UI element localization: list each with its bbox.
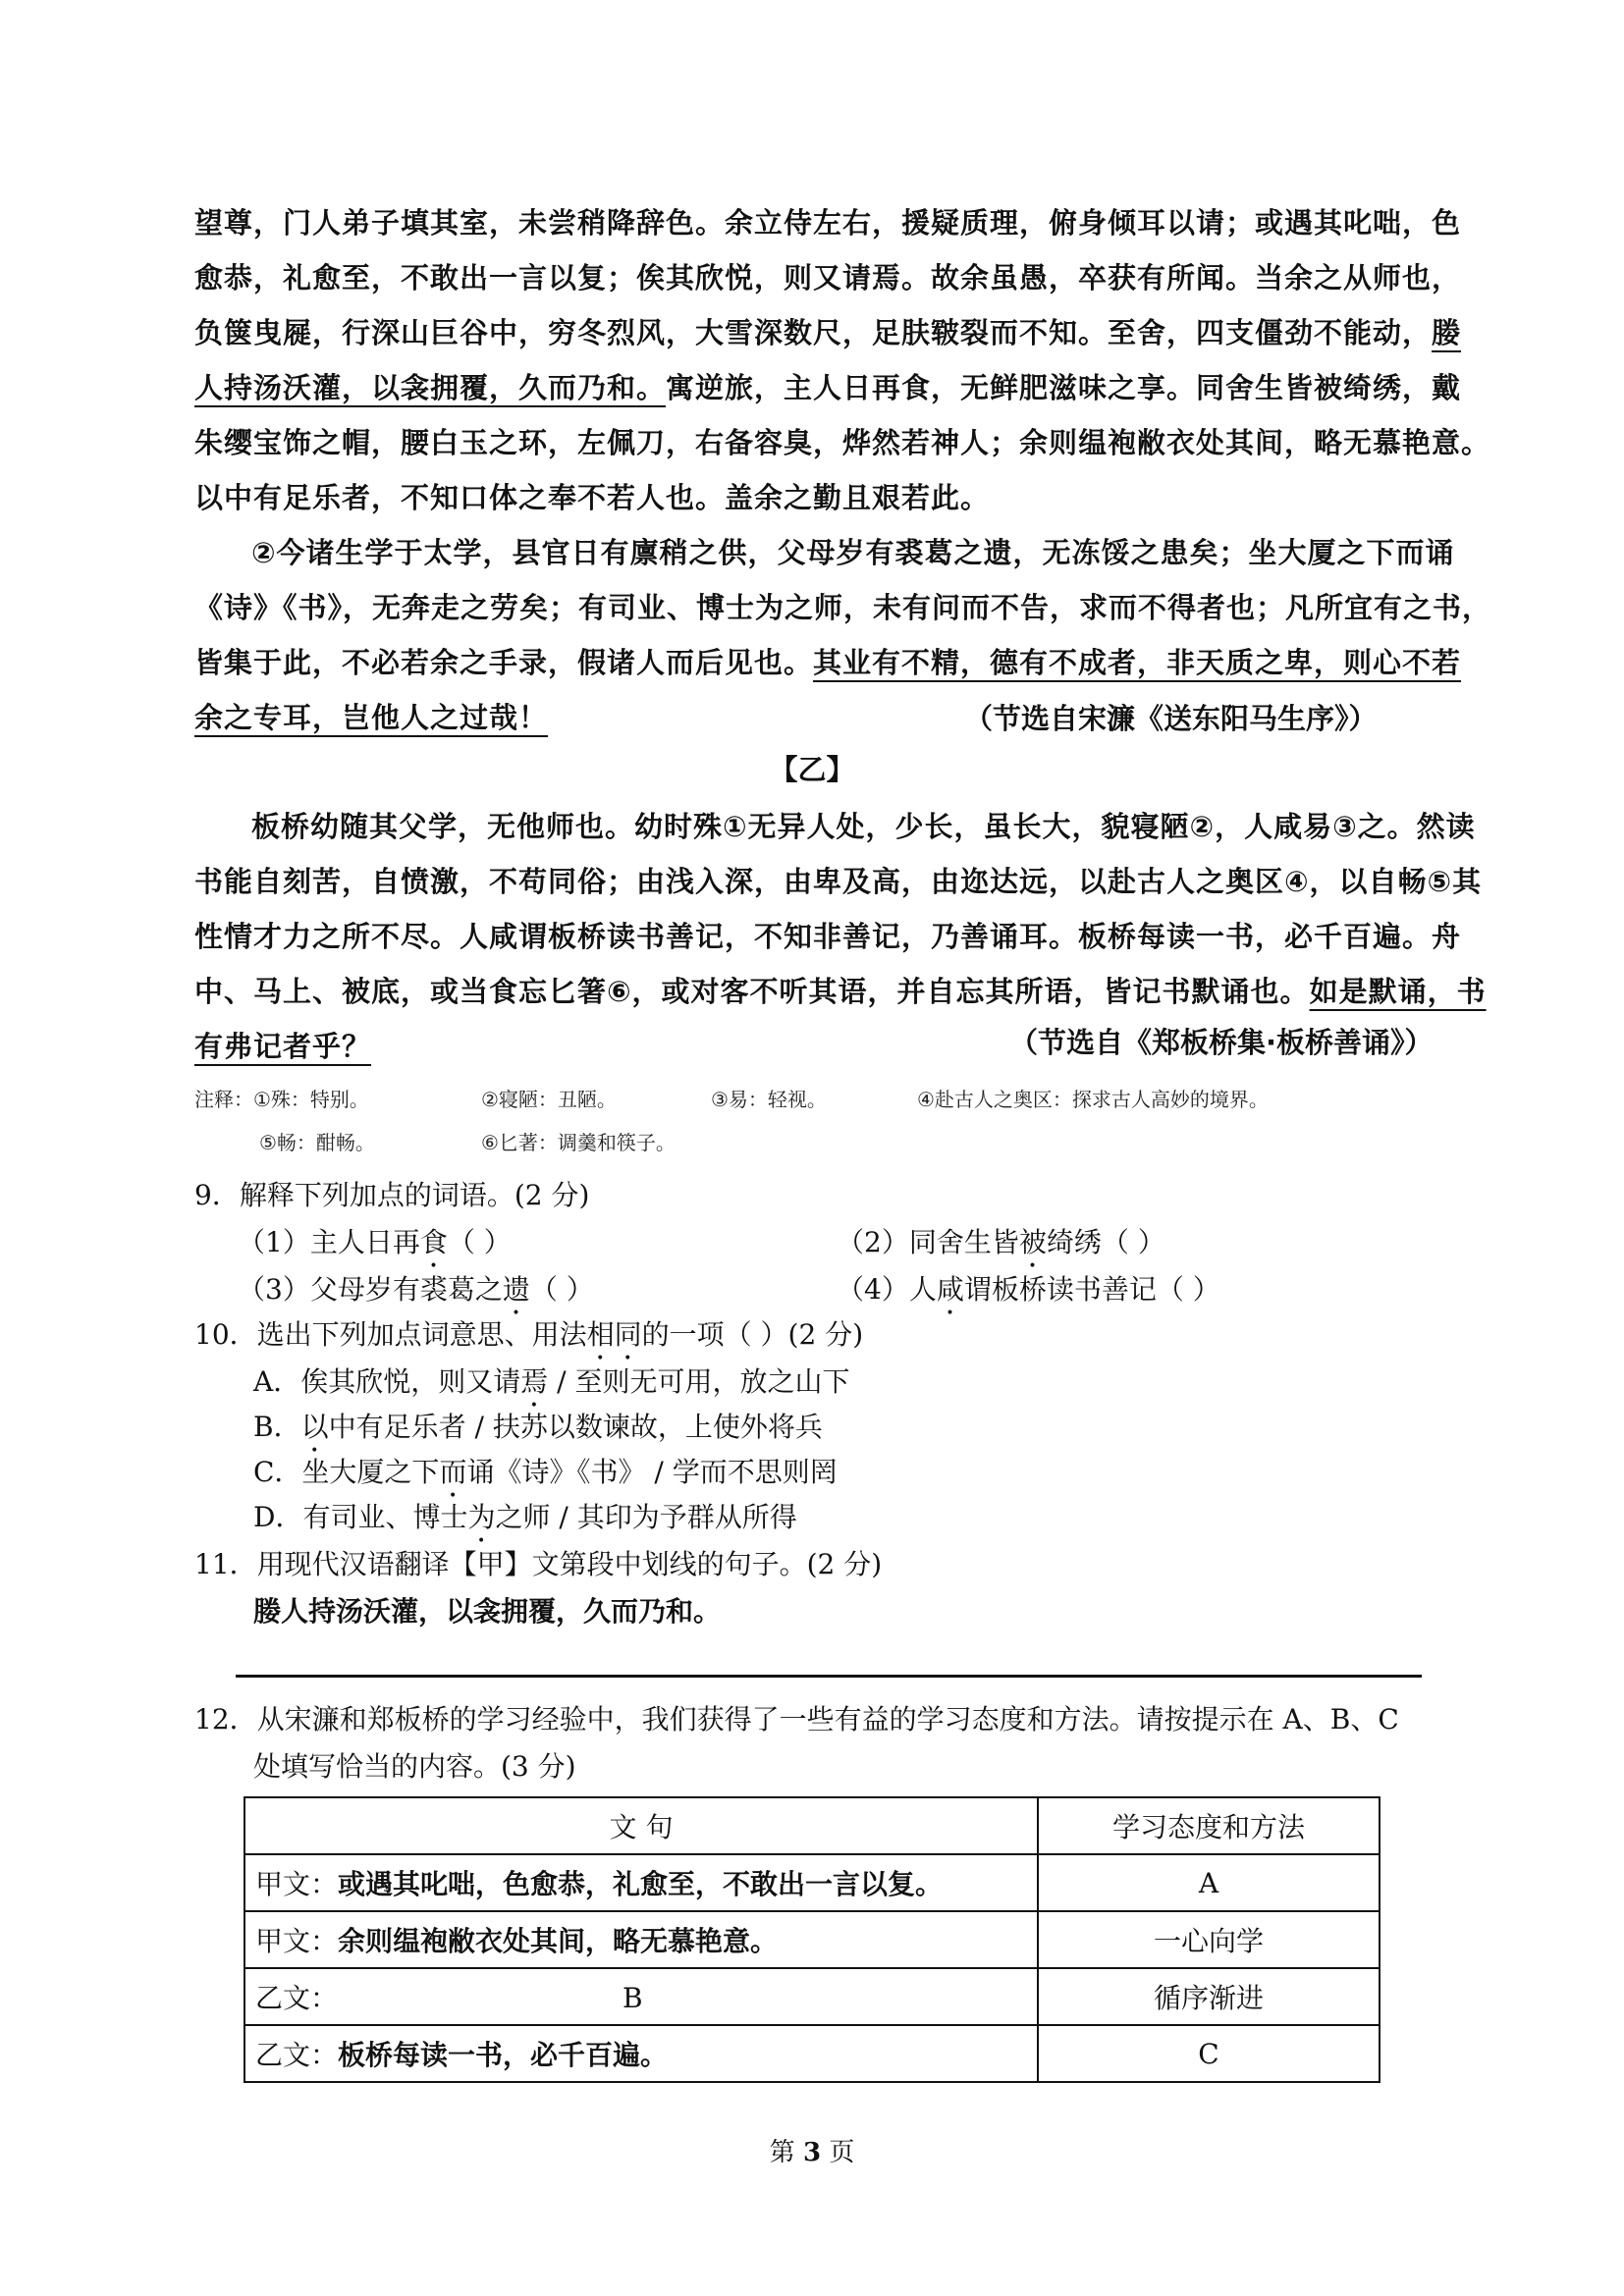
dotted-word: 被	[1018, 1226, 1047, 1258]
answer-blank[interactable]: 谓板桥读书善记（ ）	[963, 1273, 1220, 1306]
text-line: 书能自刻苦，自愤激，不苟同俗；由浅入深，由卑及高，由迩达远，以赴古人之奥区④，以自畅⑤其	[194, 865, 1483, 898]
answer-cell: 循序渐进	[1038, 1968, 1380, 2025]
item-text: （1）主人日再	[238, 1226, 420, 1258]
footer-text: 页	[829, 2138, 855, 2167]
note: ⑤畅：酣畅。	[259, 1131, 375, 1154]
question-11-stem: 11．用现代汉语翻译【甲】文第段中划线的句子。(2 分)	[194, 1548, 883, 1580]
note: ⑥匕著：调羹和筷子。	[481, 1131, 676, 1154]
note: ①殊：特别。	[253, 1088, 369, 1111]
text-line	[194, 360, 1462, 415]
dotted-word: 以	[300, 1411, 329, 1443]
notes-label: 注释：	[194, 1088, 253, 1111]
table-row	[244, 1911, 1380, 1968]
note: ②寝陋：丑陋。	[481, 1088, 617, 1111]
dotted-word: 相同	[586, 1318, 642, 1351]
page-number: 3	[802, 2138, 822, 2167]
text-line: 朱缨宝饰之帽，腰白玉之环，左佩刀，右备容臭，烨然若神人；余则缊袍敝衣处其间，略无慕艳意。	[194, 426, 1491, 459]
question-10-stem	[194, 1313, 863, 1366]
sentence-cell[interactable]	[244, 1968, 1038, 2025]
question-9-item	[837, 1221, 1165, 1274]
dotted-word: 遗	[502, 1273, 530, 1306]
text-segment: 中、马上、被底，或当食忘匕箸⑥，或对客不听其语，并自忘其所语，皆记书默诵也。	[194, 975, 1310, 1008]
yi-source: （节选自《郑板桥集·板桥善诵》）	[1009, 1026, 1434, 1059]
text-line	[194, 305, 1462, 360]
row-label: 乙文：	[255, 2039, 339, 2071]
row-text: B	[623, 1982, 643, 2014]
text-line: 性情才力之所不尽。人咸谓板桥读书善记，不知非善记，乃善诵耳。板桥每读一书，必千百遍。舟	[194, 920, 1462, 953]
row-label: 甲文：	[255, 1868, 339, 1900]
dotted-word: 为	[467, 1501, 496, 1533]
header-method: 学习态度和方法	[1038, 1797, 1380, 1854]
option-text: 中有足乐者 / 扶苏以数谏故，上使外将兵	[328, 1411, 823, 1443]
underlined-sentence: 有弗记者乎？	[194, 1030, 372, 1063]
underlined-sentence: 媵	[1432, 316, 1462, 349]
dotted-word: 焉	[520, 1365, 549, 1398]
row-text: 或遇其叱咄，色愈恭，礼愈至，不敢出一言以复。	[338, 1868, 944, 1900]
table-row	[244, 2025, 1380, 2082]
option-text: A．俟其欣悦，则又请	[253, 1365, 521, 1398]
answer-blank[interactable]: 的一项（ ）(2 分)	[641, 1318, 864, 1351]
underlined-sentence: 如是默诵，书	[1309, 975, 1487, 1008]
notes-row-1	[194, 1084, 369, 1112]
item-text: （4）人	[837, 1273, 937, 1306]
answer-blank[interactable]: 绮绣（ ）	[1046, 1226, 1165, 1258]
underlined-sentence: 余之专耳，岂他人之过哉！	[194, 701, 549, 734]
jia-source: （节选自宋濂《送东阳马生序》）	[964, 702, 1378, 735]
row-label: 乙文：	[255, 1982, 339, 2014]
dotted-word: 而	[439, 1456, 467, 1488]
underlined-sentence: 人持汤沃灌，以衾拥覆，久而乃和。	[194, 371, 667, 404]
item-text: （2）同舍生皆	[837, 1226, 1019, 1258]
answer-cell[interactable]: A	[1038, 1854, 1380, 1911]
option-text: / 至则无可用，放之山下	[548, 1365, 850, 1398]
text-line: 《诗》《书》，无奔走之劳矣；有司业、博士为之师，未有问而不告，求而不得者也；凡所宜有之书，	[194, 591, 1492, 624]
option-text: 之师 / 其印为予群从所得	[495, 1501, 797, 1533]
option-text: B．	[253, 1411, 301, 1443]
item-text: （3）父母岁有裘葛之	[238, 1273, 503, 1306]
text-line	[194, 964, 1487, 1019]
option-text: 诵《诗》《书》 / 学而不思则罔	[466, 1456, 838, 1488]
text-line: 板桥幼随其父学，无他师也。幼时殊①无异人处，少长，虽长大，貌寝陋②，人咸易③之。然读	[251, 810, 1476, 843]
question-9-item	[238, 1221, 512, 1274]
sentence-cell	[244, 2025, 1038, 2082]
answer-cell: 一心向学	[1038, 1911, 1380, 1968]
answer-blank[interactable]: （ ）	[529, 1273, 594, 1306]
row-text: 板桥每读一书，必千百遍。	[338, 2039, 669, 2071]
dotted-word: 咸	[936, 1273, 964, 1306]
jia-paragraph-1	[194, 195, 1491, 525]
text-segment: 皆集于此，不必若余之手录，假诸人而后见也。	[194, 646, 814, 679]
text-line: 愈恭，礼愈至，不敢出一言以复；俟其欣悦，则又请焉。故余虽愚，卒获有所闻。当余之从师也，	[194, 261, 1462, 294]
answer-table	[244, 1796, 1380, 2083]
question-9-stem: 9．解释下列加点的词语。(2 分)	[194, 1179, 590, 1211]
question-9-item	[837, 1268, 1220, 1321]
option-text: D．有司业、博士	[253, 1501, 468, 1533]
table-row	[244, 1968, 1380, 2025]
text-line	[194, 635, 1462, 690]
text-line: ②今诸生学于太学，县官日有廪稍之供，父母岁有裘葛之遗，无冻馁之患矣；坐大厦之下而诵	[251, 536, 1455, 569]
question-12-stem: 12．从宋濂和郑板桥的学习经验中，我们获得了一些有益的学习态度和方法。请按提示在 A、B、C	[194, 1703, 1399, 1735]
row-label: 甲文：	[255, 1925, 339, 1957]
answer-line[interactable]	[236, 1675, 1422, 1678]
table-header-row	[244, 1797, 1380, 1854]
question-12-stem-cont: 处填写恰当的内容。(3 分)	[253, 1750, 576, 1783]
sentence-cell	[244, 1854, 1038, 1911]
header-sentence: 文 句	[244, 1797, 1038, 1854]
stem-text: 10．选出下列加点词意思、用法	[194, 1318, 587, 1351]
text-segment: 负箧曳屣，行深山巨谷中，穷冬烈风，大雪深数尺，足肤皲裂而不知。至舍，四支僵劲不能动，	[194, 316, 1433, 349]
table-row	[244, 1854, 1380, 1911]
note: ③易：轻视。	[711, 1088, 827, 1111]
answer-cell[interactable]: C	[1038, 2025, 1380, 2082]
text-line: 望尊，门人弟子填其室，未尝稍降辞色。余立侍左右，援疑质理，俯身倾耳以请；或遇其叱咄，色	[194, 206, 1462, 240]
option-text: C．坐大厦之下	[253, 1456, 440, 1488]
underlined-sentence: 其业有不精，德有不成者，非天质之卑，则心不若	[813, 646, 1462, 679]
sentence-cell	[244, 1911, 1038, 1968]
dotted-word: 食	[419, 1226, 448, 1258]
text-segment: 寓逆旅，主人日再食，无鲜肥滋味之享。同舍生皆被绮绣，戴	[666, 371, 1462, 404]
row-text: 余则缊袍敝衣处其间，略无慕艳意。	[338, 1925, 779, 1957]
yi-title: 【乙】	[769, 753, 855, 786]
note: ④赴古人之奥区：探求古人高妙的境界。	[917, 1088, 1269, 1111]
answer-blank[interactable]: （ ）	[447, 1226, 512, 1258]
page-footer	[0, 2132, 1624, 2168]
question-10-option-d	[253, 1496, 797, 1549]
text-line: 以中有足乐者，不知口体之奉不若人也。盖余之勤且艰若此。	[194, 481, 991, 514]
footer-text: 第	[769, 2138, 795, 2167]
question-11-sentence: 媵人持汤沃灌，以衾拥覆，久而乃和。	[253, 1595, 722, 1628]
